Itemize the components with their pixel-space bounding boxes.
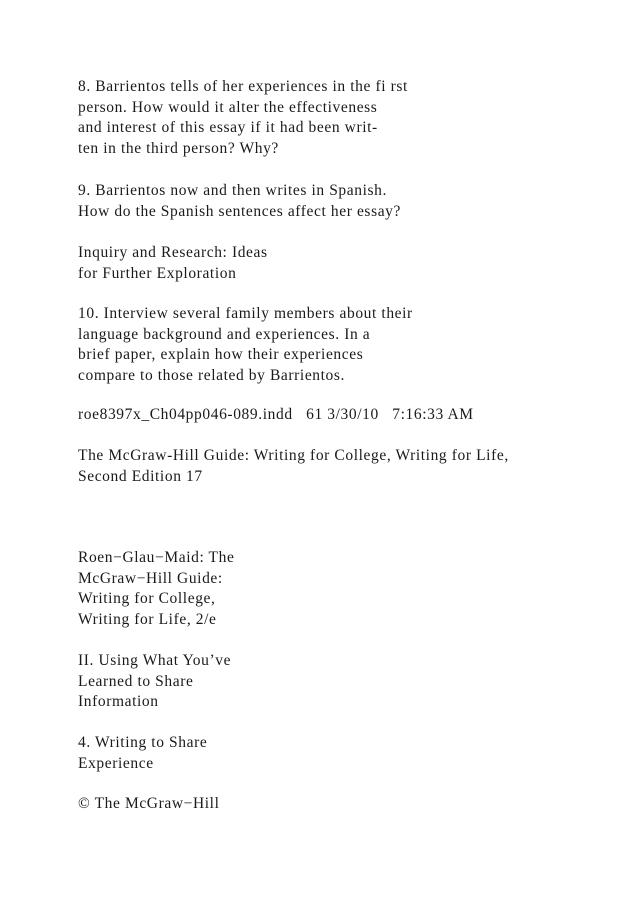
question-10-paragraph [78,304,618,386]
copyright-line [78,794,618,815]
text-line: Roen−Glau−Maid: The [78,549,235,566]
text-line: McGraw−Hill Guide: [78,569,223,587]
running-head-authors [78,548,618,630]
text-line: 4. Writing to Share [78,734,208,751]
text-line: language background and experiences. In a [78,325,371,343]
indd-file-slug [78,405,618,426]
running-head-part [78,651,618,713]
text-line: Experience [78,754,154,772]
text-line: 8. Barrientos tells of her experiences in the fi rst [78,78,408,95]
text-line: How do the Spanish sentences affect her essay? [78,202,402,220]
text-line: for Further Exploration [78,264,237,282]
text-line: Writing for Life, 2/e [78,610,217,628]
text-line: © The McGraw−Hill [78,795,220,812]
text-line: Information [78,693,159,710]
text-line: Writing for College, [78,590,216,607]
text-line: Second Edition 17 [78,467,203,485]
text-line: The McGraw-Hill Guide: Writing for College, Writing for Life, [78,447,509,464]
question-9-paragraph [78,181,618,222]
inquiry-research-heading [78,243,618,284]
running-head-chapter [78,733,618,774]
question-8-paragraph [78,77,618,159]
text-line: 10. Interview several family members about their [78,305,413,322]
text-line: Learned to Share [78,672,194,690]
text-line: Inquiry and Research: Ideas [78,244,268,261]
text-line: brief paper, explain how their experiences [78,346,364,363]
text-line: person. How would it alter the effectiveness [78,98,378,116]
text-line: compare to those related by Barrientos. [78,366,346,384]
text-line: ten in the third person? Why? [78,139,279,157]
text-line: II. Using What You’ve [78,652,232,669]
text-line: and interest of this essay if it had been writ- [78,119,378,136]
text-line: roe8397x_Ch04pp046-089.indd 61 3/30/10 7:16:33 AM [78,406,474,423]
text-line: 9. Barrientos now and then writes in Spanish. [78,182,387,199]
book-footer [78,446,618,487]
